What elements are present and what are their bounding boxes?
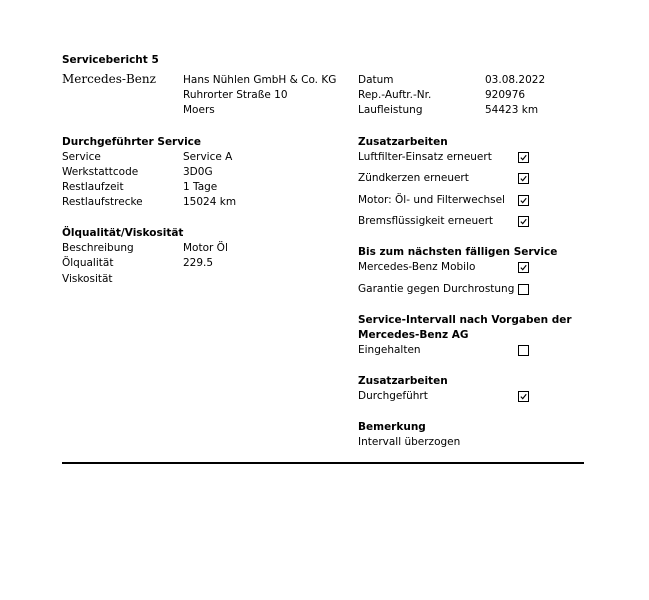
meta-mileage-label: Laufleistung xyxy=(358,104,423,116)
oil-description-value: Motor Öl xyxy=(183,242,228,254)
remaining-distance-value: 15024 km xyxy=(183,196,237,208)
extra-work-item-label: Luftfilter-Einsatz erneuert xyxy=(358,151,492,163)
dealer-city: Moers xyxy=(183,104,215,116)
interval-item-label: Eingehalten xyxy=(358,344,421,356)
extra-work-item-label: Motor: Öl- und Filterwechsel xyxy=(358,194,505,206)
interval-heading-line1: Service-Intervall nach Vorgaben der xyxy=(358,314,572,326)
report-title: Servicebericht 5 xyxy=(62,54,159,66)
extra-work-item-label: Zündkerzen erneuert xyxy=(358,172,469,184)
workshop-code-value: 3D0G xyxy=(183,166,213,178)
checkmark-icon xyxy=(520,264,527,271)
brand-logo-text: Mercedes-Benz xyxy=(62,72,156,86)
checkmark-icon xyxy=(520,218,527,225)
checkmark-icon xyxy=(520,393,527,400)
interval-kept-checkbox[interactable] xyxy=(518,345,529,356)
meta-date-label: Datum xyxy=(358,74,394,86)
dealer-street: Ruhrorter Straße 10 xyxy=(183,89,288,101)
meta-order-label: Rep.-Auftr.-Nr. xyxy=(358,89,432,101)
remaining-distance-label: Restlaufstrecke xyxy=(62,196,143,208)
service-label: Service xyxy=(62,151,101,163)
bottom-divider xyxy=(62,462,584,464)
service-heading: Durchgeführter Service xyxy=(62,136,202,148)
oil-heading: Ölqualität/Viskosität xyxy=(62,227,184,239)
service-value: Service A xyxy=(183,151,233,163)
workshop-code-label: Werkstattcode xyxy=(62,166,139,178)
oil-description-label: Beschreibung xyxy=(62,242,134,254)
spark-plugs-checkbox[interactable] xyxy=(518,173,529,184)
mobilo-checkbox[interactable] xyxy=(518,262,529,273)
interval-heading-line2: Mercedes-Benz AG xyxy=(358,329,469,341)
remaining-time-label: Restlaufzeit xyxy=(62,181,124,193)
extra-work2-heading: Zusatzarbeiten xyxy=(358,375,448,387)
meta-date-value: 03.08.2022 xyxy=(485,74,546,86)
brake-fluid-checkbox[interactable] xyxy=(518,216,529,227)
meta-mileage-value: 54423 km xyxy=(485,104,539,116)
remark-text: Intervall überzogen xyxy=(358,436,461,448)
next-service-item-label: Mercedes-Benz Mobilo xyxy=(358,261,476,273)
next-service-item-label: Garantie gegen Durchrostung xyxy=(358,283,515,295)
checkmark-icon xyxy=(520,154,527,161)
extra-work-heading: Zusatzarbeiten xyxy=(358,136,448,148)
meta-order-value: 920976 xyxy=(485,89,526,101)
air-filter-checkbox[interactable] xyxy=(518,152,529,163)
checkmark-icon xyxy=(520,175,527,182)
oil-quality-value: 229.5 xyxy=(183,257,214,269)
extra-work2-item-label: Durchgeführt xyxy=(358,390,428,402)
oil-change-checkbox[interactable] xyxy=(518,195,529,206)
performed-checkbox[interactable] xyxy=(518,391,529,402)
remark-heading: Bemerkung xyxy=(358,421,426,433)
next-service-heading: Bis zum nächsten fälligen Service xyxy=(358,246,558,258)
oil-viscosity-label: Viskosität xyxy=(62,273,113,285)
rust-warranty-checkbox[interactable] xyxy=(518,284,529,295)
remaining-time-value: 1 Tage xyxy=(183,181,218,193)
dealer-name: Hans Nühlen GmbH & Co. KG xyxy=(183,74,337,86)
checkmark-icon xyxy=(520,197,527,204)
extra-work-item-label: Bremsflüssigkeit erneuert xyxy=(358,215,494,227)
oil-quality-label: Ölqualität xyxy=(62,257,114,269)
